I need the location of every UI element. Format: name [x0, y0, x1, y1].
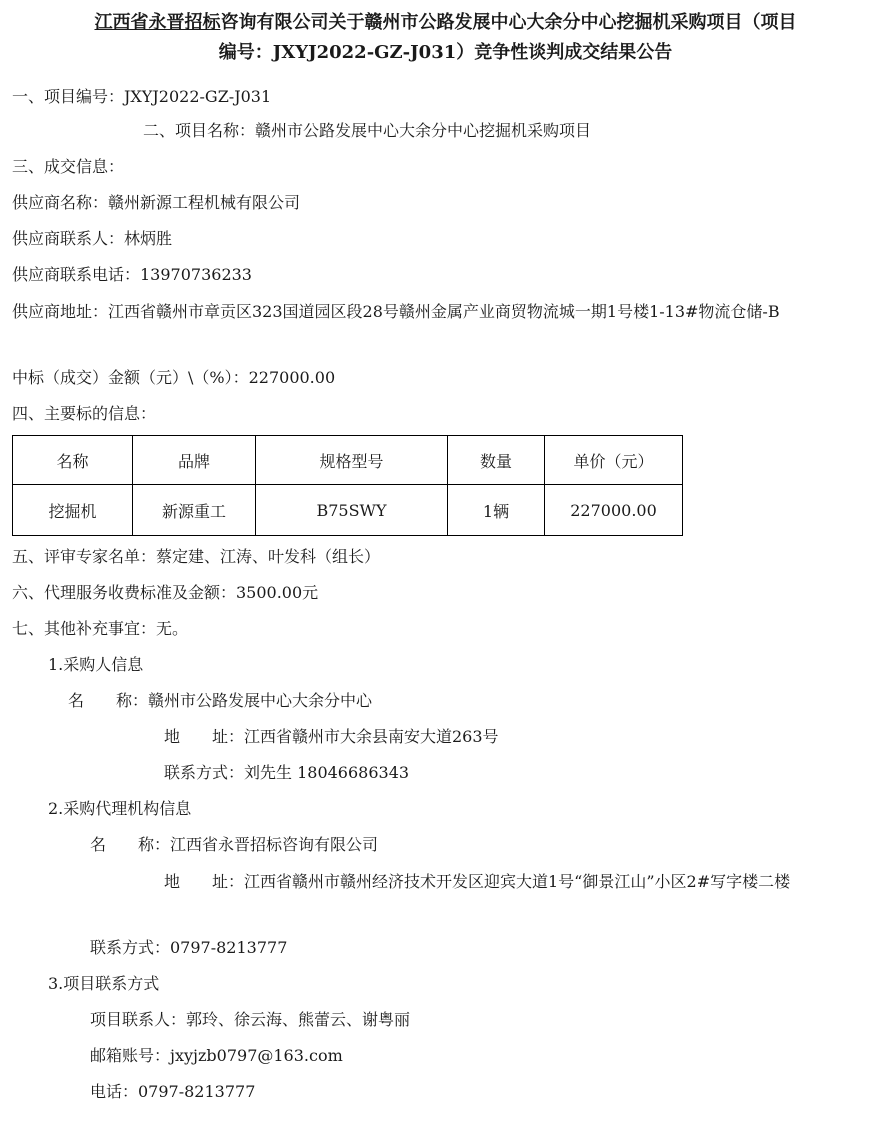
agency-fee: 六、代理服务收费标准及金额：3500.00元 [12, 583, 319, 602]
supplier-phone: 供应商联系电话：13970736233 [12, 265, 252, 284]
supplier-address: 供应商地址：江西省赣州市章贡区323国道园区段28号赣州金属产业商贸物流城一期1号楼1-13#物流仓储-B [12, 302, 780, 321]
project-contact-heading: 3.项目联系方式 [48, 974, 160, 993]
supplier-contact: 供应商联系人：林炳胜 [12, 229, 173, 248]
purchaser-name-label: 名 称： [68, 691, 149, 710]
main-items-heading: 四、主要标的信息： [12, 404, 157, 423]
table-cell: 227000.00 [545, 485, 683, 536]
project-contact-email: 邮箱账号：jxyjzb0797@163.com [90, 1046, 343, 1065]
purchaser-name-value: 赣州市公路发展中心大余分中心 [148, 691, 373, 710]
purchaser-heading: 1.采购人信息 [48, 655, 144, 674]
title-line2: 编号：JXYJ2022-GZ-J031）竞争性谈判成交结果公告 [218, 42, 673, 63]
agency-heading: 2.采购代理机构信息 [48, 799, 192, 818]
table-cell: 新源重工 [133, 485, 256, 536]
deal-amount: 中标（成交）金额（元）\（%）：227000.00 [12, 368, 336, 387]
table-header-cell: 品牌 [133, 436, 256, 485]
purchaser-name [68, 689, 372, 713]
table-row [13, 485, 683, 536]
items-table [12, 435, 683, 536]
project-name: 二、项目名称：赣州市公路发展中心大余分中心挖掘机采购项目 [143, 121, 592, 140]
table-cell: B75SWY [256, 485, 448, 536]
supplier-name: 供应商名称：赣州新源工程机械有限公司 [12, 193, 301, 212]
table-header-row [13, 436, 683, 485]
table-header-cell: 单价（元） [545, 436, 683, 485]
table-header-cell: 规格型号 [256, 436, 448, 485]
title-line1: 咨询有限公司关于赣州市公路发展中心大余分中心挖掘机采购项目（项目 [220, 12, 797, 33]
title-agency-name: 江西省永晋招标 [94, 12, 221, 33]
project-contact-phone: 电话：0797-8213777 [90, 1082, 256, 1101]
purchaser-address: 地 址：江西省赣州市大余县南安大道263号 [164, 727, 499, 746]
agency-contact: 联系方式：0797-8213777 [90, 938, 288, 957]
project-number: 一、项目编号：JXYJ2022-GZ-J031 [12, 87, 272, 106]
table-header-cell: 名称 [13, 436, 133, 485]
page-title [0, 8, 891, 68]
agency-address: 地 址：江西省赣州市赣州经济技术开发区迎宾大道1号“御景江山”小区2#写字楼二楼 [164, 872, 791, 891]
table-cell: 1辆 [448, 485, 545, 536]
agency-name: 名 称：江西省永晋招标咨询有限公司 [90, 835, 379, 854]
deal-info-heading: 三、成交信息： [12, 157, 125, 176]
project-contact-persons: 项目联系人：郭玲、徐云海、熊蕾云、谢粤丽 [90, 1010, 411, 1029]
expert-list: 五、评审专家名单：蔡定建、江涛、叶发科（组长） [12, 547, 381, 566]
table-cell: 挖掘机 [13, 485, 133, 536]
table-header-cell: 数量 [448, 436, 545, 485]
other-matters: 七、其他补充事宜：无。 [12, 619, 189, 638]
purchaser-contact: 联系方式：刘先生 18046686343 [164, 763, 410, 782]
